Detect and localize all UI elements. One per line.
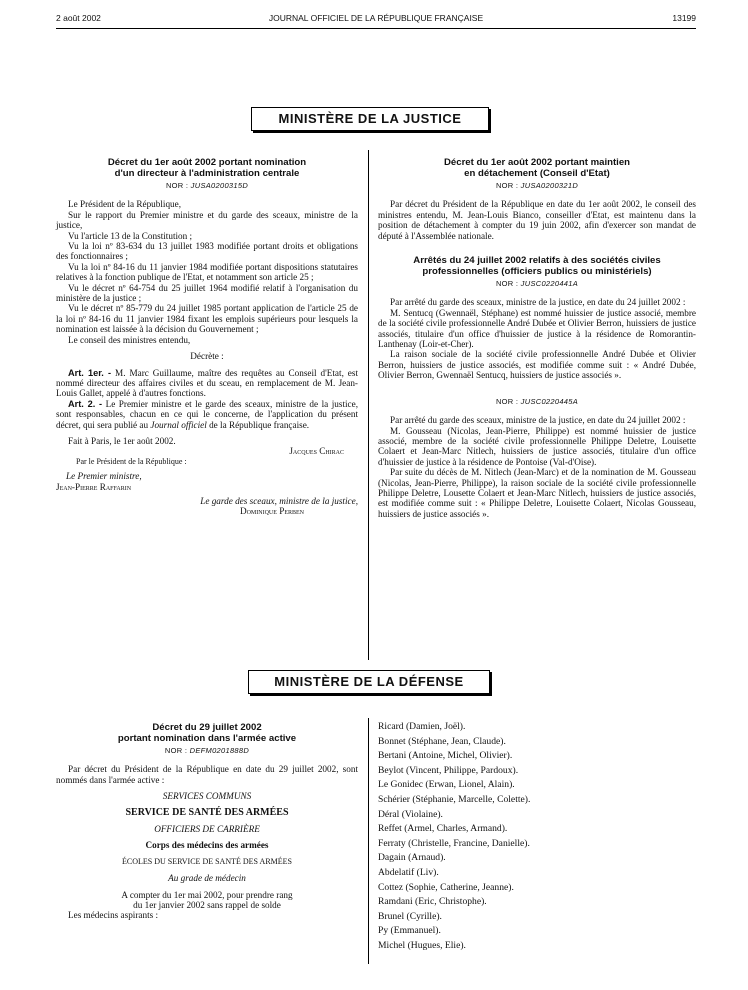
arretes-title: Arrêtés du 24 juillet 2002 relatifs à des sociétés civiles professionnelles (officiers publics ou ministériels) — [413, 255, 661, 278]
list-item: Ferraty (Christelle, Francine, Danielle). — [378, 837, 530, 849]
list-item: Beylot (Vincent, Philippe, Pardoux). — [378, 764, 519, 776]
article-1: Art. 1er. - M. Marc Guillaume, maître des requêtes au Conseil d'Etat, est nommé directeur des affaires civiles et du sceau, en remplacement de M. Jean-Louis Gallet, appelé à d'autres fonctions. — [56, 367, 359, 399]
premier-ministre-name: Jean-Pierre Raffarin — [56, 481, 132, 492]
list-item: Dagain (Arnaud). — [378, 852, 446, 864]
paragraph: Le conseil des ministres entendu, — [68, 334, 191, 345]
nor-reference: NOR : JUSA0200315D — [165, 181, 249, 190]
decree-title: Décret du 29 juillet 2002 portant nomination dans l'armée active — [117, 722, 297, 744]
list-item: Michel (Hugues, Elie). — [378, 939, 466, 951]
garde-des-sceaux-name: Dominique Perben — [239, 506, 304, 517]
justice-right-column — [378, 157, 696, 519]
paragraph: Vu l'article 13 de la Constitution ; — [68, 230, 193, 241]
paragraph: Par suite du décès de M. Nitlech (Jean-Marc) et de la nomination de M. Gousseau (Nicolas, Jean-Pierre, Philippe), la raison sociale de la société civile professionnelle Philippe Deletre, Lousette Colaert et Jean-Marc Nitlech, huissiers de justice associés, est modifiée comme suit : « Philippe Deletre, Louisette Colaert, Nicolas Gousseau, huissiers de justice associés ». — [378, 467, 696, 519]
signature-president: Jacques Chirac — [289, 446, 344, 457]
garde-des-sceaux-title: Le garde des sceaux, ministre de la justice, — [200, 495, 358, 506]
header-rule — [56, 28, 696, 29]
decree-title: Décret du 1er août 2002 portant nomination d'un directeur à l'administration centrale — [107, 157, 307, 179]
ministry-defense-heading: MINISTÈRE DE LA DÉFENSE — [248, 670, 490, 694]
names-list — [378, 722, 696, 956]
par-le-president: Par le Président de la République : — [76, 456, 187, 466]
list-item: Ramdani (Eric, Christophe). — [378, 896, 487, 908]
list-item: Cottez (Sophie, Catherine, Jeanne). — [378, 881, 514, 893]
nor-reference: NOR : JUSC0220441A — [495, 279, 579, 289]
paragraph: Vu le décret nº 85-779 du 24 juillet 1985 portant application de l'article 25 de la loi nº 84-16 du 11 janvier 1984 fixant les emplois supérieurs pour lesquels la nomination est laissée à la décision du Gouvernement ; — [56, 303, 358, 335]
paragraph: Le Président de la République, — [68, 199, 182, 210]
article-2: Art. 2. - Le Premier ministre et le garde des sceaux, ministre de la justice, sont responsables, chacun en ce qui le concerne, de l'application du présent décret, qui sera publié au Journal officiel de la République française. — [56, 398, 358, 430]
paragraph: M. Sentucq (Gwennaël, Stéphane) est nommé huissier de justice associé, membre de la société civile professionnelle André Dubée et Olivier Berron, huissiers de justice associés, titulaire d'un office d'huissier de justice à la résidence de Romorantin-Lanthenay (Loir-et-Cher). — [378, 307, 696, 350]
decree-title: Décret du 1er août 2002 portant maintien en détachement (Conseil d'Etat) — [443, 157, 631, 179]
list-item: Déral (Violaine). — [378, 808, 443, 820]
list-item: Abdelatif (Liv). — [378, 866, 439, 878]
heading-grade: Au grade de médecin — [168, 873, 246, 884]
ministry-justice-heading: MINISTÈRE DE LA JUSTICE — [251, 107, 489, 131]
heading-services-communs: SERVICES COMMUNS — [162, 791, 252, 802]
list-item: Bonnet (Stéphane, Jean, Claude). — [378, 735, 506, 747]
list-item: Reffet (Armel, Charles, Armand). — [378, 823, 508, 835]
nor-reference: NOR : JUSA0200321D — [495, 181, 579, 190]
list-item: Le Gonidec (Erwan, Lionel, Alain). — [378, 779, 515, 791]
compter-line-1: A compter du 1er mai 2002, pour prendre rang — [121, 889, 293, 900]
nor-reference: NOR : DEFM0201888D — [164, 746, 250, 755]
paragraph: Vu la loi nº 84-16 du 11 janvier 1984 modifiée portant dispositions statutaires relatives à la fonction publique de l'Etat, et notamment son article 25 ; — [56, 261, 358, 283]
list-item: Brunel (Cyrille). — [378, 910, 442, 922]
decree-armee-active — [56, 722, 358, 921]
nor-reference: NOR : JUSC0220445A — [495, 396, 579, 406]
paragraph: Vu la loi nº 83-634 du 13 juillet 1983 modifiée portant droits et obligations des fonctionnaires ; — [56, 241, 358, 262]
list-item: Py (Emmanuel). — [378, 925, 441, 937]
aspirants-label: Les médecins aspirants : — [68, 910, 159, 921]
column-divider — [368, 718, 369, 964]
fait-a-paris: Fait à Paris, le 1er août 2002. — [68, 435, 176, 446]
paragraph: Vu le décret nº 64-754 du 25 juillet 1964 modifié relatif à l'organisation du ministère de la justice ; — [56, 282, 358, 304]
paragraph: Par décret du Président de la République en date du 29 juillet 2002, sont nommés dans l'armée active : — [56, 764, 358, 785]
premier-ministre-title: Le Premier ministre, — [66, 471, 142, 482]
list-item: Bertani (Antoine, Michel, Olivier). — [378, 750, 513, 762]
list-item: Schérier (Stéphanie, Marcelle, Colette). — [378, 793, 531, 805]
heading-officiers: OFFICIERS DE CARRIÈRE — [154, 824, 260, 835]
heading-service-sante: SERVICE DE SANTÉ DES ARMÉES — [125, 806, 289, 818]
heading-corps-medecins: Corps des médecins des armées — [145, 840, 269, 851]
paragraph: La raison sociale de la société civile professionnelle André Dubée et Olivier Berron, huissiers de justice associés, est modifiée comme suit : « André Dubée, Olivier Berron, Gwennaël Sentucq, huissiers de justice associés ». — [378, 349, 696, 381]
decree-nomination-directeur — [56, 157, 358, 517]
header-journal-title: JOURNAL OFFICIEL DE LA RÉPUBLIQUE FRANÇAISE — [268, 13, 484, 23]
article-2-label: Art. 2. - — [68, 398, 103, 409]
header-date: 2 août 2002 — [56, 13, 101, 23]
article-1-label: Art. 1er. - — [68, 367, 112, 378]
paragraph: Sur le rapport du Premier ministre et du garde des sceaux, ministre de la justice, — [56, 209, 358, 231]
page-header — [56, 13, 696, 29]
paragraph: Par arrêté du garde des sceaux, ministre de la justice, en date du 24 juillet 2002 : — [390, 297, 686, 308]
column-divider — [368, 150, 369, 660]
paragraph: Par arrêté du garde des sceaux, ministre de la justice, en date du 24 juillet 2002 : — [390, 415, 686, 426]
heading-ecoles: ÉCOLES DU SERVICE DE SANTÉ DES ARMÉES — [121, 856, 293, 866]
paragraph: Par décret du Président de la République en date du 1er août 2002, le conseil des ministres entendu, M. Jean-Louis Bianco, conseiller d'Etat, est maintenu dans la position de détachement à compter du 19 juin 2002, afin d'exercer son mandat de député à l'Assemblée nationale. — [378, 199, 696, 241]
decrete-label: Décrète : — [190, 351, 224, 362]
header-page-number: 13199 — [672, 13, 696, 23]
compter-line-2: du 1er janvier 2002 sans rappel de solde — [133, 900, 281, 911]
paragraph: M. Gousseau (Nicolas, Jean-Pierre, Philippe) est nommé huissier de justice associé, membre de la société civile professionnelle Philippe Deletre, Louisette Colaert et Jean-Marc Nitlech, huissiers de justice associés, titulaire d'un office d'huissier de justice à la résidence de Pontoise (Val-d'Oise). — [378, 425, 696, 467]
list-item: Ricard (Damien, Joël). — [378, 721, 466, 732]
